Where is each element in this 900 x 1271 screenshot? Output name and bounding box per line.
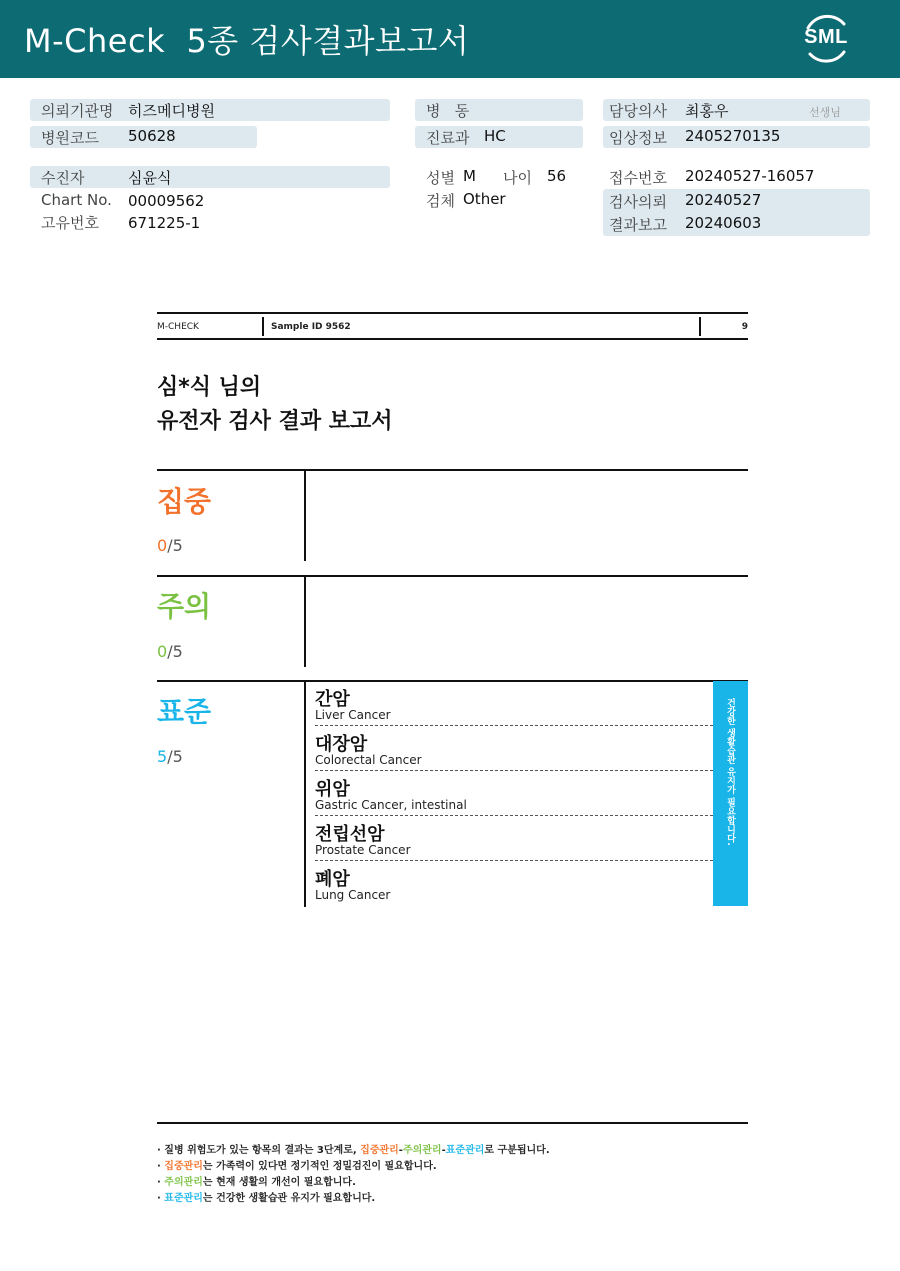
clinical-label: 임상정보 xyxy=(609,129,667,147)
request-label: 검사의뢰 xyxy=(609,193,667,211)
item-divider xyxy=(315,815,713,816)
doctor-label: 담당의사 xyxy=(609,102,667,120)
institution-label: 의뢰기관명 xyxy=(41,102,114,120)
footer-note-3: · 주의관리는 현재 생활의 개선이 필요합니다. xyxy=(157,1177,356,1188)
doctor-value: 최홍우 xyxy=(685,102,729,120)
footer-divider xyxy=(157,1122,748,1124)
report-title-line1: 심*식 님의 xyxy=(157,375,262,400)
sample-id: Sample ID 9562 xyxy=(271,322,351,332)
footer-note-4: · 표준관리는 건강한 생활습관 유지가 필요합니다. xyxy=(157,1193,376,1204)
patient-label: 수진자 xyxy=(41,169,85,187)
report-title-line2: 유전자 검사 결과 보고서 xyxy=(157,409,393,434)
section-focus-name: 집중 xyxy=(157,485,212,518)
item-colorectal-en: Colorectal Cancer xyxy=(315,753,422,767)
doctor-suffix: 선생님 xyxy=(809,106,841,119)
chart-no-value: 00009562 xyxy=(128,192,205,210)
unique-no-label: 고유번호 xyxy=(41,214,99,232)
footer-note-1: · 질병 위험도가 있는 항목의 결과는 3단계로, 집중관리-주의관리-표준관리로 구분됩니다. xyxy=(157,1145,550,1156)
item-liver-name: 간암 xyxy=(315,689,350,710)
age-label: 나이 xyxy=(503,169,532,187)
report-header xyxy=(0,0,900,78)
section-focus-score: 0/5 xyxy=(157,536,183,555)
department-value: HC xyxy=(484,127,506,145)
specimen-value: Other xyxy=(463,190,506,208)
item-colorectal-name: 대장암 xyxy=(315,734,368,755)
section-divider xyxy=(157,469,748,471)
item-divider xyxy=(315,770,713,771)
header-separator xyxy=(262,317,264,336)
logo-text: SML xyxy=(804,26,848,48)
section-standard-score: 5/5 xyxy=(157,747,183,766)
item-liver-en: Liver Cancer xyxy=(315,708,391,722)
item-lung-en: Lung Cancer xyxy=(315,888,391,902)
result-value: 20240603 xyxy=(685,214,762,232)
sex-label: 성별 xyxy=(426,169,455,187)
sex-value: M xyxy=(463,167,476,185)
item-prostate-name: 전립선암 xyxy=(315,824,385,845)
sml-logo xyxy=(798,12,854,66)
section-standard-name: 표준 xyxy=(157,695,212,728)
hospital-code-value: 50628 xyxy=(128,127,176,145)
item-divider xyxy=(315,860,713,861)
section-divider xyxy=(157,575,748,577)
specimen-label: 검체 xyxy=(426,192,455,210)
request-value: 20240527 xyxy=(685,191,762,209)
item-lung-name: 폐암 xyxy=(315,869,350,890)
section-vline xyxy=(304,682,306,907)
hospital-code-label: 병원코드 xyxy=(41,129,99,147)
section-caution-score: 0/5 xyxy=(157,642,183,661)
age-value: 56 xyxy=(547,167,567,185)
institution-value: 히즈메디병원 xyxy=(128,102,215,120)
footer-note-2: · 집중관리는 가족력이 있다면 정기적인 정밀검진이 필요합니다. xyxy=(157,1161,437,1172)
item-gastric-name: 위암 xyxy=(315,779,350,800)
report-page-header xyxy=(157,312,748,340)
report-header-left: M-CHECK xyxy=(157,322,199,332)
patient-value: 심윤식 xyxy=(128,169,172,187)
item-prostate-en: Prostate Cancer xyxy=(315,843,411,857)
section-vline xyxy=(304,577,306,667)
department-label: 진료과 xyxy=(426,129,470,147)
clinical-value: 2405270135 xyxy=(685,127,781,145)
unique-no-value: 671225-1 xyxy=(128,214,201,232)
section-caution-name: 주의 xyxy=(157,590,212,623)
section-divider xyxy=(157,680,748,682)
receipt-label: 접수번호 xyxy=(609,169,667,187)
ward-label: 병 동 xyxy=(426,102,470,120)
item-gastric-en: Gastric Cancer, intestinal xyxy=(315,798,467,812)
item-divider xyxy=(315,725,713,726)
header-separator xyxy=(699,317,701,336)
page-number: 9 xyxy=(741,322,748,332)
report-title: M-Check 5종 검사결과보고서 xyxy=(24,22,470,60)
chart-no-label: Chart No. xyxy=(41,191,112,209)
receipt-value: 20240527-16057 xyxy=(685,167,815,185)
section-vline xyxy=(304,471,306,561)
standard-side-text: 건강한 생활습관 유지가 필요합니다. xyxy=(725,698,735,846)
result-label: 결과보고 xyxy=(609,216,667,234)
